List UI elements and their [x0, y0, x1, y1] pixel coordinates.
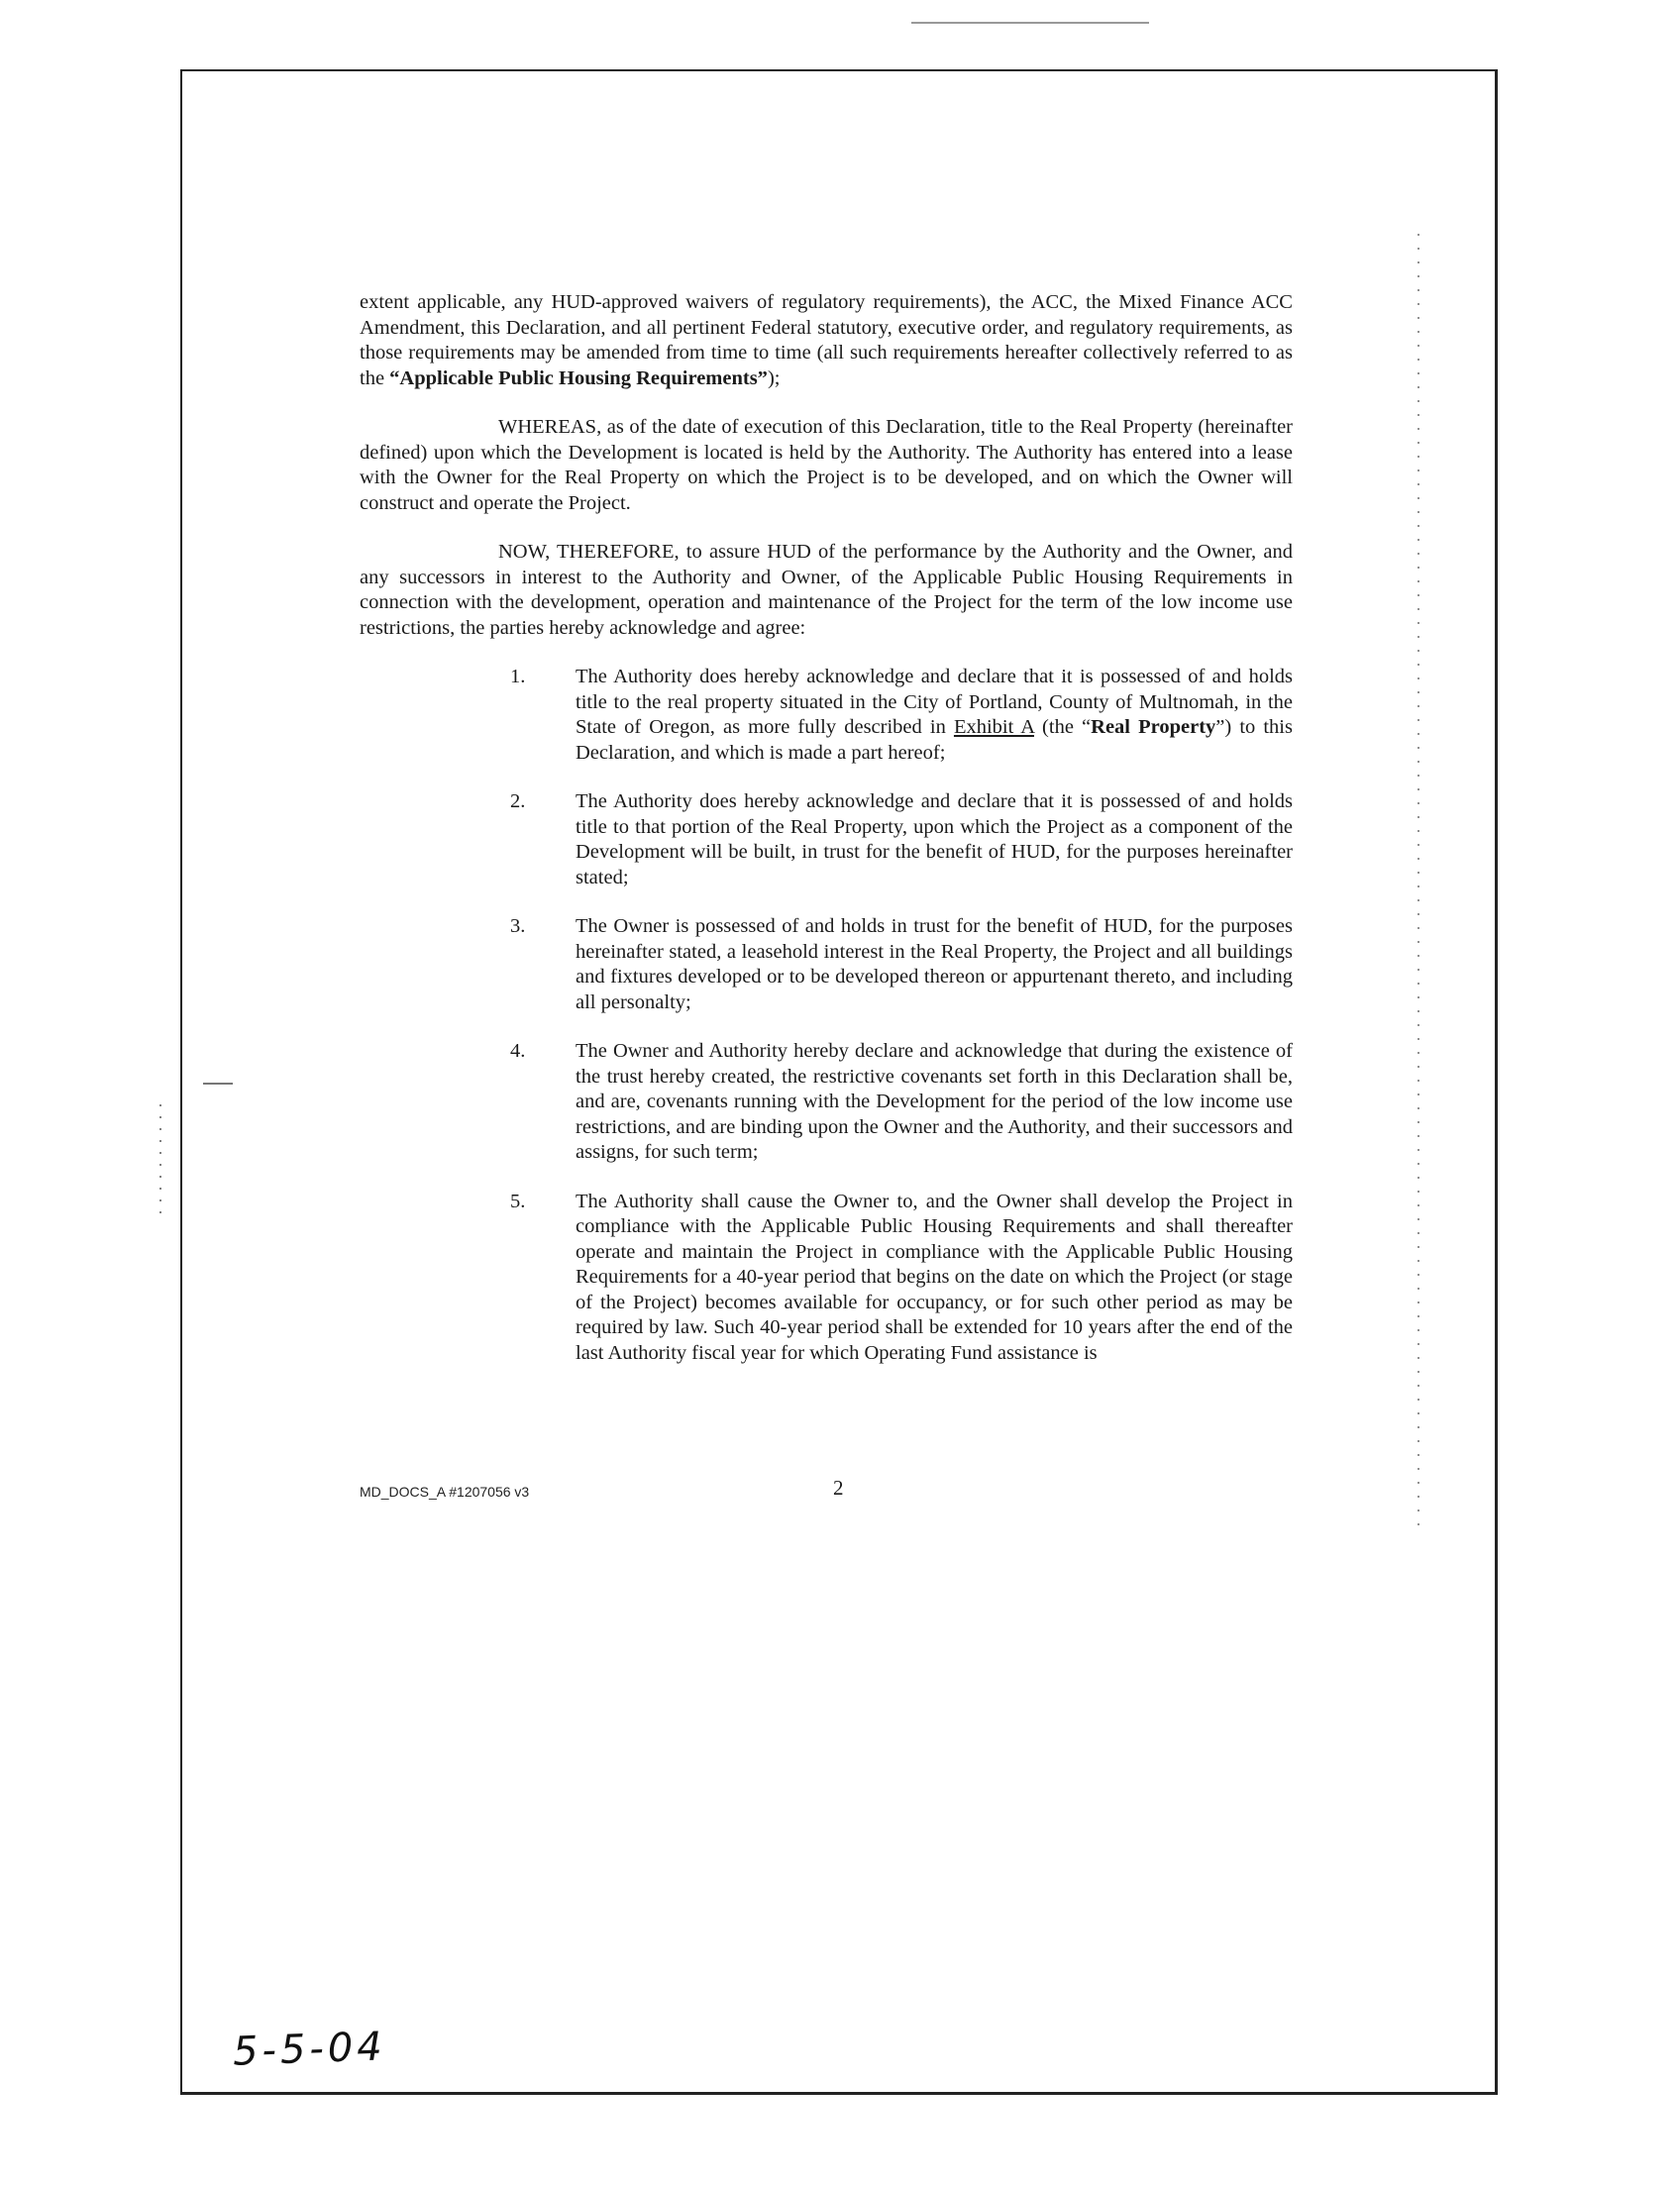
- list-item: [360, 789, 1293, 890]
- list-item-text: (the “: [1033, 716, 1092, 738]
- page-number: 2: [833, 1476, 844, 1500]
- covenant-list: [360, 665, 1293, 1366]
- list-item-number: 5.: [510, 1190, 526, 1212]
- defined-term-real-property: Real Property: [1091, 716, 1216, 738]
- list-item-text: The Authority shall cause the Owner to, and the Owner shall develop the Project in compliance with the Applicable Public Housing Requirements and shall thereafter operate and maintain the Project in compliance with the Applicable Public Housing Requirements for a 40-year period that begins on the date on which the Project (or stage of the Project) becomes available for occupancy, or for such other period as may be required by law. Such 40-year period shall be extended for 10 years after the end of the last Authority fiscal year for which Operating Fund assistance is: [576, 1190, 1293, 1364]
- intro-text: extent applicable, any HUD-approved waivers of regulatory requirements), the ACC, the Mixed Finance ACC Amendment, this Declaration, and all pertinent Federal statutory, executive order, and regulatory requirements, as those requirements may be amended from time to time (all such requirements hereafter collectively referred to as the: [360, 291, 1293, 389]
- list-item-number: 2.: [510, 790, 526, 812]
- list-item-number: 1.: [510, 666, 526, 687]
- scan-mark-top: [911, 22, 1149, 24]
- list-item-number: 4.: [510, 1040, 526, 1062]
- list-item-number: 3.: [510, 915, 526, 937]
- list-item: [360, 1190, 1293, 1367]
- list-item: [360, 914, 1293, 1015]
- exhibit-reference: Exhibit A: [953, 716, 1034, 738]
- document-id: MD_DOCS_A #1207056 v3: [360, 1484, 530, 1500]
- list-item-text: The Authority does hereby acknowledge and declare that it is possessed of and holds title to that portion of the Real Property, upon which the Project as a component of the Development will be built, in trust for the benefit of HUD, for the purposes hereinafter stated;: [576, 790, 1293, 888]
- list-item: [360, 1039, 1293, 1166]
- document-body: [360, 290, 1293, 1390]
- intro-end: );: [767, 366, 781, 389]
- list-item-text: ”) to this Declaration, and which is made a part hereof;: [576, 716, 1293, 764]
- handwritten-date: 5-5-04: [232, 2024, 387, 2075]
- intro-paragraph: [360, 290, 1293, 391]
- list-item-text: The Owner and Authority hereby declare and acknowledge that during the existence of the trust hereby created, the restrictive covenants set forth in this Declaration shall be, and are, covenants running with the Development for the period of the low income use restrictions, and are binding upon the Owner and the Authority, and their successors and assigns, for such term;: [576, 1040, 1293, 1163]
- page-footer: [360, 1476, 1293, 1506]
- list-item-text: The Owner is possessed of and holds in trust for the benefit of HUD, for the purposes hereinafter stated, a leasehold interest in the Real Property, the Project and all buildings and fixtures developed or to be developed thereon or appurtenant thereto, and including all personalty;: [576, 915, 1293, 1013]
- list-item: [360, 665, 1293, 766]
- whereas-paragraph: WHEREAS, as of the date of execution of this Declaration, title to the Real Property (hereinafter defined) upon which the Development is located is held by the Authority. The Authority has entered into a lease with the Owner for the Real Property on which the Project is to be developed, and on which the Owner will construct and operate the Project.: [360, 416, 1293, 514]
- now-therefore-paragraph: NOW, THEREFORE, to assure HUD of the performance by the Authority and the Owner, and any successors in interest to the Authority and Owner, of the Applicable Public Housing Requirements in connection with the development, operation and maintenance of the Project for the term of the low income use restrictions, the parties hereby acknowledge and agree:: [360, 541, 1293, 639]
- scan-dots-left: [158, 1099, 162, 1218]
- defined-term-applicable-requirements: “Applicable Public Housing Requirements”: [389, 366, 768, 389]
- list-item-text: The Authority does hereby acknowledge and declare that it is possessed of and holds title to the real property situated in the City of Portland, County of Multnomah, in the State of Oregon, as more fully described in: [576, 666, 1293, 738]
